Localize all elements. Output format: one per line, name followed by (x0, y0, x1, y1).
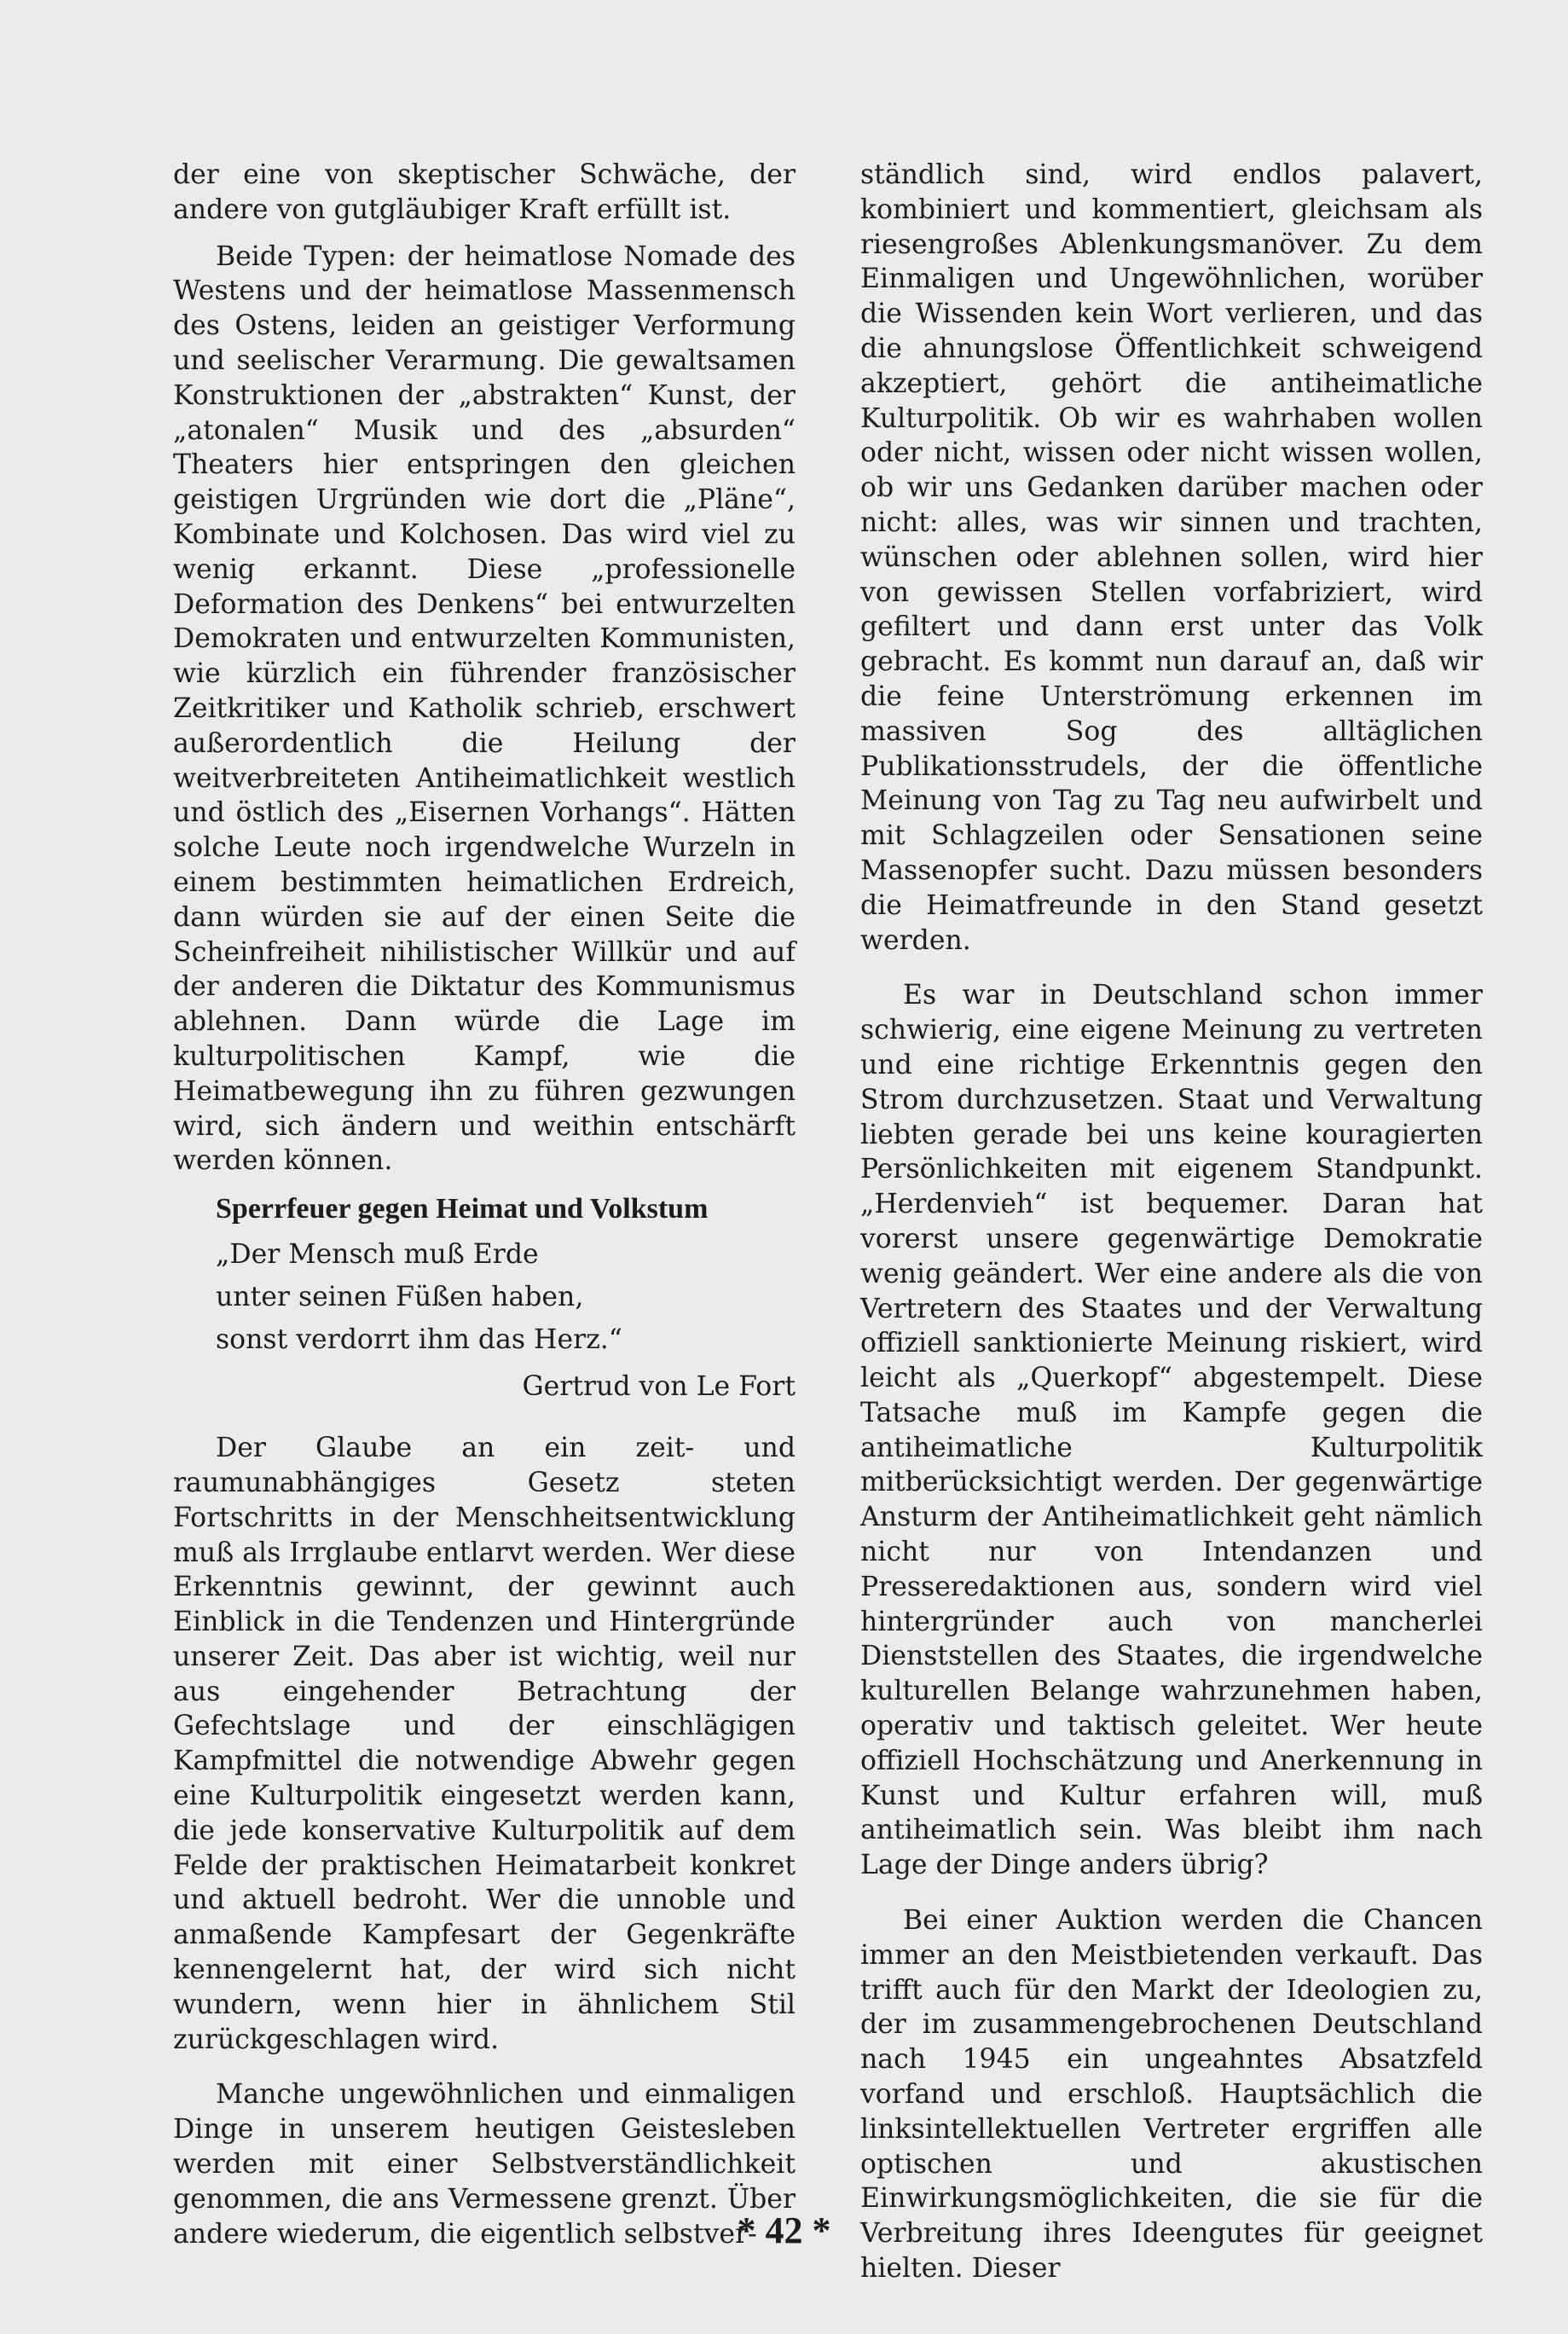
right-paragraph-2: Es war in Deutschland schon immer schwierig, eine eigene Meinung zu vertreten und eine richtige Erkenntnis gegen den Strom durchzusetzen. Staat und Verwaltung liebten gerade bei uns keine kouragierten Persönlichkeiten mit eigenem Standpunkt. „Herdenvieh“ ist bequemer. Daran hat vorerst unsere gegenwärtige Demokratie wenig geändert. Wer eine andere als die von Vertretern des Staates und der Verwaltung offiziell sanktionierte Meinung riskiert, wird leicht als „Querkopf“ abgestempelt. Diese Tatsache muß im Kampfe gegen die antiheimatliche Kulturpolitik mitberücksichtigt werden. Der gegenwärtige Ansturm der Antiheimatlichkeit geht nämlich nicht nur von Intendanzen und Presseredaktionen aus, sondern wird viel hintergründer auch von mancherlei Dienststellen des Staates, die irgendwelche kulturellen Belange wahrzunehmen haben, operativ und taktisch geleitet. Wer heute offiziell Hochschätzung und Anerkennung in Kunst und Kultur erfahren will, muß antiheimatlich sein. Was bleibt ihm nach Lage der Dinge anders übrig? (860, 980, 1483, 1881)
section-heading: Sperrfeuer gegen Heimat und Volkstum (216, 1193, 709, 1225)
left-column (173, 158, 796, 2263)
left-paragraph-3: Der Glaube an ein zeit- und raumunabhängiges Gesetz steten Fortschritts in der Menschheitsentwicklung muß als Irrglaube entlarvt werden. Wer diese Erkenntnis gewinnt, der gewinnt auch Einblick in die Tendenzen und Hintergründe unserer Zeit. Das aber ist wichtig, weil nur aus eingehender Betrachtung der Gefechtslage und der einschlägigen Kampfmittel die notwendige Abwehr gegen eine Kulturpolitik eingesetzt werden kann, die jede konservative Kulturpolitik auf dem Felde der praktischen Heimatarbeit konkret und aktuell bedroht. Wer die unnoble und anmaßende Kampfesart der Gegenkräfte kennengelernt hat, der wird sich nicht wundern, wenn hier in ähnlichem Stil zurückgeschlagen wird. (173, 1433, 796, 2055)
right-paragraph-1: ständlich sind, wird endlos palavert, kombiniert und kommentiert, gleichsam als riesengroßes Ablenkungsmanöver. Zu dem Einmaligen und Ungewöhnlichen, worüber die Wissenden kein Wort verlieren, und das die ahnungslose Öffentlichkeit schweigend akzeptiert, gehört die antiheimatliche Kulturpolitik. Ob wir es wahrhaben wollen oder nicht, wissen oder nicht wissen wollen, ob wir uns Gedanken darüber machen oder nicht: alles, was wir sinnen und trachten, wünschen oder ablehnen sollen, wird hier von gewissen Stellen vorfabriziert, wird gefiltert und dann erst unter das Volk gebracht. Es kommt nun darauf an, daß wir die feine Unterströmung erkennen im massiven Sog des alltäglichen Publikationsstrudels, der die öffentliche Meinung von Tag zu Tag neu aufwirbelt und mit Schlagzeilen oder Sensationen seine Massenopfer sucht. Dazu müssen besonders die Heimatfreunde in den Stand gesetzt werden. (860, 159, 1483, 956)
epigraph-verse (216, 1233, 796, 1361)
right-column (860, 158, 1483, 2298)
right-paragraph-3: Bei einer Auktion werden die Chancen immer an den Meistbietenden verkauft. Das trifft auch für den Markt der Ideologien zu, der im zusammengebrochenen Deutschland nach 1945 ein ungeahntes Absatzfeld vorfand und erschloß. Hauptsächlich die linksintellektuellen Vertreter ergriffen alle optischen und akustischen Einwirkungsmöglichkeiten, die sie für die Verbreitung ihres Ideengutes für geeignet hielten. Dieser (860, 1905, 1483, 2285)
verse-line: unter seinen Füßen haben, (216, 1282, 584, 1313)
epigraph-author: Gertrud von Le Fort (522, 1371, 796, 1403)
page-number: * 42 * (737, 2209, 831, 2251)
left-paragraph-2: Beide Typen: der heimatlose Nomade des Westens und der heimatlose Massenmensch des Ostens, leiden an geistiger Verformung und seelischer Verarmung. Die gewaltsamen Konstruktionen der „abstrakten“ Kunst, der „atonalen“ Musik und des „absurden“ Theaters hier entspringen den gleichen geistigen Urgründen wie dort die „Pläne“, Kombinate und Kolchosen. Das wird viel zu wenig erkannt. Diese „professionelle Deformation des Denkens“ bei entwurzelten Demokraten und entwurzelten Kommunisten, wie kürzlich ein führender französischer Zeitkritiker und Katholik schrieb, erschwert außerordentlich die Heilung der weitverbreiteten Antiheimatlichkeit westlich und östlich des „Eisernen Vorhangs“. Hätten solche Leute noch irgendwelche Wurzeln in einem bestimmten heimatlichen Erdreich, dann würden sie auf der einen Seite die Scheinfreiheit nihilistischer Willkür und auf der anderen die Diktatur des Kommunismus ablehnen. Dann würde die Lage im kulturpolitischen Kampf, wie die Heimatbewegung ihn zu führen gezwungen wird, sich ändern und weithin entschärft werden können. (173, 240, 796, 1177)
verse-line: sonst verdorrt ihm das Herz.“ (216, 1324, 622, 1356)
left-paragraph-4: Manche ungewöhnlichen und einmaligen Dinge in unserem heutigen Geistesleben werden mit einer Selbstverständlichkeit genommen, die ans Vermessene grenzt. Über andere wiederum, die eigentlich selbstver- (173, 2079, 796, 2250)
left-paragraph-1: der eine von skeptischer Schwäche, der andere von gutgläubiger Kraft erfüllt ist. (173, 159, 796, 225)
verse-line: „Der Mensch muß Erde (216, 1239, 539, 1271)
